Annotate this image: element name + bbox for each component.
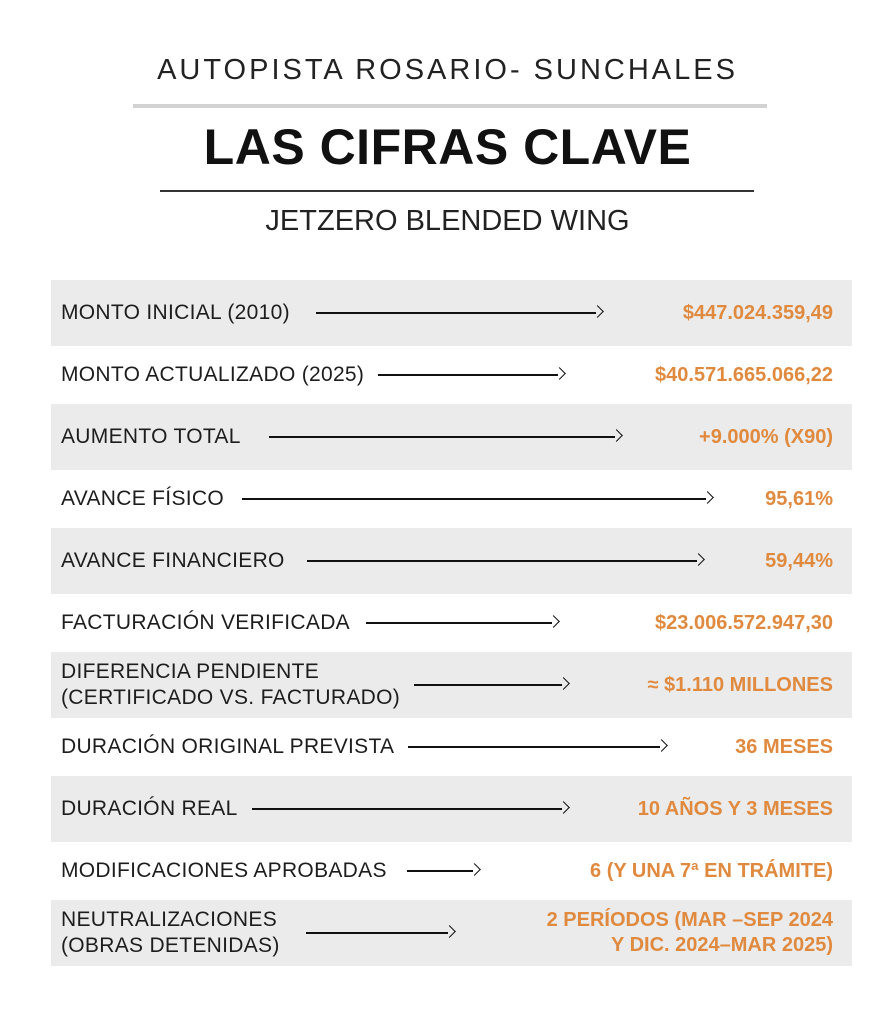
row-value: 59,44%	[765, 549, 833, 572]
row-duracion-original	[51, 718, 852, 776]
row-label: AVANCE FÍSICO	[61, 486, 224, 510]
row-label-line: DIFERENCIA PENDIENTE	[61, 659, 320, 683]
row-value: $40.571.665.066,22	[655, 363, 833, 386]
row-aumento-total	[51, 404, 852, 470]
row-label: AUMENTO TOTAL	[61, 424, 241, 448]
arrow-icon	[378, 368, 564, 382]
row-avance-fisico	[51, 470, 852, 528]
row-modificaciones	[51, 842, 852, 900]
arrow-icon	[366, 616, 558, 630]
row-value-line: Y DIC. 2024–MAR 2025)	[611, 934, 833, 956]
row-neutralizaciones	[51, 900, 852, 966]
row-monto-inicial	[51, 280, 852, 346]
row-label: MONTO INICIAL (2010)	[61, 300, 290, 324]
row-value-line: 2 PERÍODOS (MAR –SEP 2024	[546, 909, 833, 931]
arrow-icon	[408, 740, 666, 754]
page-subtitle: JETZERO BLENDED WING	[265, 205, 630, 237]
arrow-icon	[242, 492, 712, 506]
project-name: AUTOPISTA ROSARIO- SUNCHALES	[157, 54, 738, 86]
row-value: $447.024.359,49	[682, 301, 833, 324]
key-figures-table	[51, 280, 852, 966]
row-label-line: (CERTIFICADO VS. FACTURADO)	[61, 686, 401, 709]
row-label: FACTURACIÓN VERIFICADA	[61, 610, 350, 634]
row-duracion-real	[51, 776, 852, 842]
row-label: DURACIÓN ORIGINAL PREVISTA	[61, 734, 395, 758]
row-label: DURACIÓN REAL	[61, 796, 238, 820]
row-label: MODIFICACIONES APROBADAS	[61, 858, 387, 882]
arrow-icon	[307, 554, 703, 568]
title-divider	[160, 190, 754, 192]
row-value: +9.000% (X90)	[699, 425, 833, 448]
row-label-line: (OBRAS DETENIDAS)	[61, 934, 280, 957]
header-divider	[133, 104, 767, 108]
row-label-line: NEUTRALIZACIONES	[61, 907, 277, 931]
arrow-icon	[407, 864, 479, 878]
arrow-icon	[252, 802, 568, 816]
arrow-icon	[269, 430, 621, 444]
arrow-icon	[414, 678, 568, 692]
page-title: LAS CIFRAS CLAVE	[203, 119, 692, 175]
row-monto-actualizado	[51, 346, 852, 404]
row-value: ≈ $1.110 MILLONES	[647, 673, 833, 696]
row-value: 95,61%	[765, 487, 833, 510]
row-label	[61, 907, 280, 960]
arrow-icon	[306, 926, 454, 940]
row-avance-financiero	[51, 528, 852, 594]
row-value	[547, 908, 833, 958]
row-value: 10 AÑOS Y 3 MESES	[637, 797, 833, 820]
row-label: MONTO ACTUALIZADO (2025)	[61, 362, 365, 386]
row-label	[61, 659, 400, 712]
row-diferencia-pendiente	[51, 652, 852, 718]
row-value: 6 (Y UNA 7ª EN TRÁMITE)	[590, 859, 833, 882]
row-label: AVANCE FINANCIERO	[61, 548, 285, 572]
row-value: 36 MESES	[735, 735, 833, 758]
row-facturacion-verificada	[51, 594, 852, 652]
arrow-icon	[316, 306, 602, 320]
row-value: $23.006.572.947,30	[655, 611, 833, 634]
